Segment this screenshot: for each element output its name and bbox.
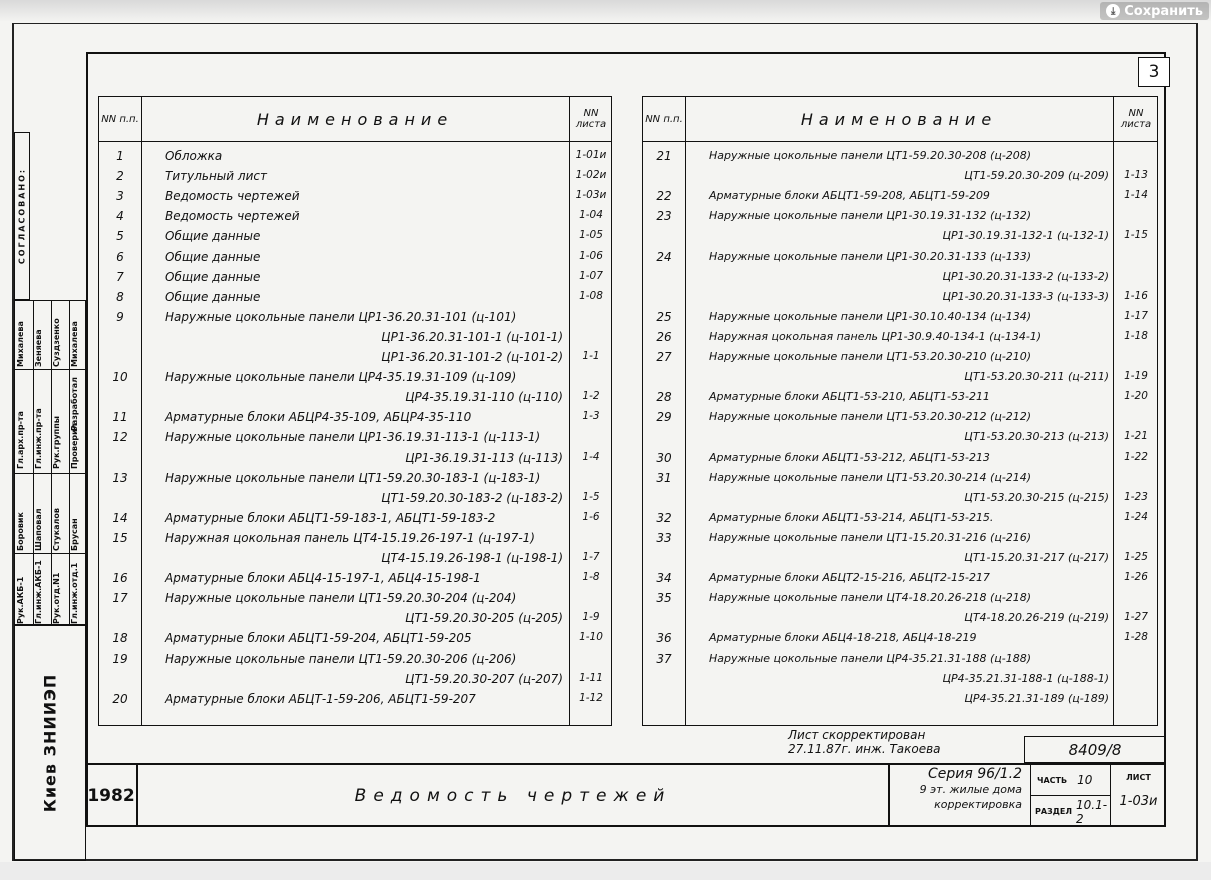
table-row <box>99 509 611 529</box>
table-row <box>643 248 1157 268</box>
row-sheet: 1-6 <box>582 510 600 523</box>
person-1: Боровик <box>16 512 25 551</box>
row-sheet: 1-13 <box>1124 169 1148 182</box>
row-number: 17 <box>112 591 128 606</box>
table-row <box>643 629 1157 649</box>
row-name: ЦТ1-59.20.30-207 (ц-207) <box>405 671 563 686</box>
row-name: Наружные цокольные панели ЦР1-30.19.31-132 (ц-132) <box>709 209 1031 223</box>
table-row <box>99 629 611 649</box>
row-name: Наружная цокольная панель ЦТ4-15.19.26-197-1 (ц-197-1) <box>165 530 535 545</box>
table-row <box>643 187 1157 207</box>
sheet-label: ЛИСТ <box>1126 773 1151 782</box>
table-row <box>643 569 1157 589</box>
row-name: Арматурные блоки АБЦТ1-53-214, АБЦТ1-53-215. <box>709 510 994 524</box>
table-row <box>99 408 611 428</box>
table-row <box>643 388 1157 408</box>
row-sheet: 1-26 <box>1124 571 1148 584</box>
header-name: Наименование <box>256 109 454 129</box>
row-number: 21 <box>656 149 672 163</box>
table-row <box>643 549 1157 569</box>
row-name: Наружные цокольные панели ЦТ1-59.20.30-204 (ц-204) <box>165 591 517 606</box>
table-row <box>99 569 611 589</box>
table-row <box>643 609 1157 629</box>
table-row <box>643 268 1157 288</box>
table-row <box>99 348 611 368</box>
save-button[interactable] <box>1100 2 1209 20</box>
row-number: 31 <box>656 470 672 485</box>
table-row <box>99 248 611 268</box>
row-sheet: 1-14 <box>1124 189 1148 202</box>
row-name: Общие данные <box>165 289 261 304</box>
row-sheet: 1-2 <box>582 390 600 403</box>
row-name: Наружные цокольные панели ЦТ1-53.20.30-212 (ц-212) <box>709 410 1032 424</box>
row-sheet: 1-05 <box>579 229 603 242</box>
drawings-table-left <box>98 96 612 726</box>
row-name: Наружные цокольные панели ЦР1-36.20.31-101 (ц-101) <box>165 309 517 324</box>
row-name: Ведомость чертежей <box>165 209 300 224</box>
role2-5: Проверил <box>70 423 79 469</box>
drawing-title: Ведомость чертежей <box>354 786 672 806</box>
header-name: Наименование <box>800 109 998 129</box>
row-number: 10 <box>112 370 128 385</box>
row-sheet: 1-3 <box>582 410 600 423</box>
row-number: 23 <box>656 209 672 224</box>
row-name: Арматурные блоки АБЦТ1-59-204, АБЦТ1-59-205 <box>165 631 472 646</box>
row-number: 20 <box>112 691 128 706</box>
row-number: 14 <box>112 510 128 525</box>
role-2: Гл.инж.АКБ-1 <box>34 560 43 624</box>
table-row <box>99 549 611 569</box>
table-row <box>99 609 611 629</box>
section-label: РАЗДЕЛ <box>1035 807 1072 816</box>
row-sheet: 1-23 <box>1124 490 1148 503</box>
row-number: 28 <box>656 390 672 405</box>
table-row <box>643 650 1157 670</box>
row-number: 32 <box>656 510 672 525</box>
table-row <box>643 348 1157 368</box>
name-4: Михалева <box>70 321 79 367</box>
note-line-1: Лист скорректирован <box>788 728 926 742</box>
correction-note <box>788 728 941 756</box>
table-row <box>643 589 1157 609</box>
table-row <box>99 589 611 609</box>
signature-grid <box>14 300 86 625</box>
role2-2: Гл.инж.пр-та <box>34 408 43 469</box>
row-name: Наружные цокольные панели ЦТ1-59.20.30-208 (ц-208) <box>709 149 1032 162</box>
table-row <box>643 529 1157 549</box>
table-row <box>643 227 1157 247</box>
row-sheet: 1-5 <box>582 490 600 503</box>
row-name: Арматурные блоки АБЦТ1-53-212, АБЦТ1-53-213 <box>709 450 990 464</box>
table-row <box>99 288 611 308</box>
row-number: 26 <box>656 329 672 344</box>
series: Серия 96/1.2 <box>927 766 1022 782</box>
row-name: ЦР1-36.20.31-101-2 (ц-101-2) <box>381 350 563 364</box>
row-number: 18 <box>112 631 128 646</box>
row-name: Наружные цокольные панели ЦР1-30.10.40-134 (ц-134) <box>709 309 1031 323</box>
header-num: NN п.п. <box>645 113 683 125</box>
row-name: Наружные цокольные панели ЦР4-35.19.31-109 (ц-109) <box>165 370 517 385</box>
row-name: ЦТ1-59.20.30-183-2 (ц-183-2) <box>381 490 563 505</box>
row-number: 7 <box>116 269 124 284</box>
title-block <box>86 763 1166 827</box>
row-name: ЦР4-35.21.31-188-1 (ц-188-1) <box>942 671 1109 685</box>
header-sheet: NN листа <box>1120 108 1152 130</box>
table-row <box>643 147 1157 167</box>
row-sheet: 1-01и <box>575 149 607 161</box>
row-number: 33 <box>656 530 672 545</box>
row-number: 19 <box>112 651 128 666</box>
row-number: 6 <box>116 249 124 264</box>
drawings-table-right <box>642 96 1158 726</box>
row-name: ЦТ1-59.20.30-205 (ц-205) <box>405 611 563 626</box>
row-name: Арматурные блоки АБЦТ1-53-210, АБЦТ1-53-211 <box>709 390 990 404</box>
row-number: 35 <box>656 591 672 606</box>
row-sheet: 1-8 <box>582 571 600 584</box>
part-section <box>1030 765 1110 827</box>
table-row <box>99 690 611 710</box>
row-name: Арматурные блоки АБЦТ-1-59-206, АБЦТ1-59-207 <box>165 691 476 706</box>
row-number: 9 <box>116 309 124 324</box>
save-button-label: Сохранить <box>1124 3 1203 19</box>
row-sheet: 1-4 <box>582 450 600 463</box>
row-number: 22 <box>656 189 672 204</box>
role-1: Рук.АКБ-1 <box>16 576 25 624</box>
approval-label: СОГЛАСОВАНО: <box>14 132 30 300</box>
row-name: Арматурные блоки АБЦТ1-59-183-1, АБЦТ1-59-183-2 <box>165 510 496 525</box>
row-sheet: 1-15 <box>1124 229 1148 242</box>
table-row <box>99 529 611 549</box>
table-row <box>99 428 611 448</box>
row-number: 3 <box>116 189 124 204</box>
row-number: 4 <box>116 209 124 224</box>
name-3: Суздзенко <box>52 318 61 367</box>
row-name: Обложка <box>165 149 223 163</box>
row-sheet: 1-11 <box>579 671 603 684</box>
row-number: 30 <box>656 450 672 465</box>
table-row <box>99 388 611 408</box>
role-3: Рук.отд.N1 <box>52 572 61 624</box>
row-name: ЦР1-30.19.31-132-1 (ц-132-1) <box>942 229 1109 243</box>
row-name: ЦР1-30.20.31-133-2 (ц-133-2) <box>942 269 1109 283</box>
table-row <box>99 147 611 167</box>
row-sheet: 1-20 <box>1124 390 1148 403</box>
row-name: Наружные цокольные панели ЦР4-35.21.31-188 (ц-188) <box>709 651 1031 665</box>
row-sheet: 1-28 <box>1124 631 1148 644</box>
row-name: ЦР1-30.20.31-133-3 (ц-133-3) <box>942 289 1109 303</box>
row-name: Наружная цокольная панель ЦР1-30.9.40-134-1 (ц-134-1) <box>709 329 1042 343</box>
table-row <box>99 670 611 690</box>
row-sheet: 1-16 <box>1124 289 1148 302</box>
table-row <box>643 167 1157 187</box>
row-sheet: 1-1 <box>582 350 600 362</box>
row-sheet: 1-03и <box>575 189 607 202</box>
sheet-value: 1-03и <box>1119 794 1158 809</box>
row-name: Общие данные <box>165 269 261 284</box>
row-name: ЦТ4-18.20.26-219 (ц-219) <box>964 611 1109 625</box>
row-name: Наружные цокольные панели ЦР1-36.19.31-113-1 (ц-113-1) <box>165 430 541 445</box>
table-row <box>99 207 611 227</box>
sheet-number: 3 <box>1138 57 1170 87</box>
row-name: Наружные цокольные панели ЦТ1-15.20.31-216 (ц-216) <box>709 530 1032 544</box>
row-sheet: 1-18 <box>1124 329 1148 342</box>
row-sheet: 1-24 <box>1124 510 1148 523</box>
row-name: Арматурные блоки АБЦ4-18-218, АБЦ4-18-219 <box>709 631 977 645</box>
table-row <box>643 449 1157 469</box>
row-number: 13 <box>112 470 128 485</box>
name-2: Зеняева <box>34 329 43 367</box>
table-row <box>643 428 1157 448</box>
row-sheet: 1-17 <box>1124 309 1148 322</box>
row-sheet: 1-08 <box>579 289 603 302</box>
row-sheet: 1-27 <box>1124 611 1148 624</box>
table-row <box>643 408 1157 428</box>
row-sheet: 1-19 <box>1124 370 1148 383</box>
row-number: 11 <box>112 410 128 425</box>
part-label: ЧАСТЬ <box>1037 775 1068 785</box>
table-row <box>643 308 1157 328</box>
row-name: ЦТ1-53.20.30-213 (ц-213) <box>964 430 1109 444</box>
row-number: 24 <box>656 249 672 264</box>
table-row <box>643 670 1157 690</box>
row-name: Наружные цокольные панели ЦР1-30.20.31-133 (ц-133) <box>709 249 1031 263</box>
row-name: ЦТ1-59.20.30-209 (ц-209) <box>964 169 1109 183</box>
viewer-topbar <box>0 0 1211 22</box>
row-number: 37 <box>656 651 672 666</box>
series-info <box>888 765 1030 827</box>
row-number: 25 <box>656 309 672 324</box>
row-name: Наружные цокольные панели ЦТ1-59.20.30-206 (ц-206) <box>165 651 517 666</box>
table-row <box>643 368 1157 388</box>
sheet-cell <box>1110 765 1166 827</box>
name-1: Михалева <box>16 321 25 367</box>
table-row <box>643 288 1157 308</box>
row-name: Арматурные блоки АБЦТ2-15-216, АБЦТ2-15-217 <box>709 571 990 585</box>
row-name: ЦТ1-53.20.30-215 (ц-215) <box>964 490 1109 504</box>
row-name: Титульный лист <box>165 169 267 184</box>
row-sheet: 1-9 <box>582 611 600 624</box>
table-row <box>643 690 1157 710</box>
organization: Киев ЗНИИЭП <box>14 625 86 861</box>
row-name: ЦР4-35.19.31-110 (ц-110) <box>405 390 563 405</box>
scan-margin <box>0 862 1211 880</box>
table-row <box>99 308 611 328</box>
document-number: 8409/8 <box>1024 736 1166 763</box>
row-sheet: 1-25 <box>1124 551 1148 563</box>
row-sheet: 1-22 <box>1124 450 1148 463</box>
table-row <box>643 489 1157 509</box>
row-name: Арматурные блоки АБЦ4-15-197-1, АБЦ4-15-198-1 <box>165 571 481 586</box>
row-number: 1 <box>116 149 124 163</box>
row-sheet: 1-04 <box>579 209 603 222</box>
row-number: 29 <box>656 410 672 425</box>
row-name: Общие данные <box>165 229 261 244</box>
note-line-2: 27.11.87г. инж. Такоева <box>788 742 941 756</box>
person-4: Брусан <box>70 518 79 551</box>
row-sheet: 1-12 <box>579 691 603 704</box>
table-row <box>643 207 1157 227</box>
row-number: 8 <box>116 289 124 304</box>
table-row <box>99 449 611 469</box>
row-name: ЦТ4-15.19.26-198-1 (ц-198-1) <box>381 551 563 565</box>
section-value: 10.1-2 <box>1075 797 1108 826</box>
row-name: Арматурные блоки АБЦР4-35-109, АБЦР4-35-110 <box>165 410 472 425</box>
table-row <box>99 328 611 348</box>
row-sheet: 1-07 <box>579 269 603 282</box>
year: 1982 <box>86 765 138 827</box>
series-line-3: корректировка <box>934 798 1022 811</box>
header-sheet: NN листа <box>575 108 607 130</box>
role-4: Гл.инж.отд.1 <box>70 562 79 624</box>
row-number: 12 <box>112 430 128 445</box>
row-name: Арматурные блоки АБЦТ1-59-208, АБЦТ1-59-209 <box>709 189 990 203</box>
row-number: 27 <box>656 350 672 364</box>
row-name: ЦР1-36.19.31-113 (ц-113) <box>405 450 563 465</box>
person-2: Шаповал <box>34 508 43 551</box>
row-sheet: 1-06 <box>579 249 603 262</box>
table-row <box>99 167 611 187</box>
table-row <box>643 469 1157 489</box>
table-row <box>99 187 611 207</box>
table-row <box>643 328 1157 348</box>
row-name: Наружные цокольные панели ЦТ4-18.20.26-218 (ц-218) <box>709 591 1032 605</box>
table-row <box>99 227 611 247</box>
row-name: Наружные цокольные панели ЦТ1-59.20.30-183-1 (ц-183-1) <box>165 470 541 485</box>
series-line-2: 9 эт. жилые дома <box>919 783 1022 796</box>
header-num: NN п.п. <box>101 113 139 125</box>
role2-4: Разработал <box>70 376 79 431</box>
role2-1: Гл.арх.пр-та <box>16 411 25 469</box>
table-row <box>99 489 611 509</box>
save-icon: ⤓ <box>1106 4 1120 18</box>
row-sheet: 1-7 <box>582 551 600 563</box>
row-name: Общие данные <box>165 249 261 264</box>
row-number: 34 <box>656 571 672 586</box>
table-row <box>99 368 611 388</box>
table-row <box>99 268 611 288</box>
row-name: ЦТ1-15.20.31-217 (ц-217) <box>964 551 1109 564</box>
row-number: 15 <box>112 530 128 545</box>
row-number: 36 <box>656 631 672 646</box>
table-row <box>99 650 611 670</box>
row-name: ЦР4-35.21.31-189 (ц-189) <box>964 691 1109 705</box>
row-name: Ведомость чертежей <box>165 189 300 204</box>
row-name: Наружные цокольные панели ЦТ1-53.20.30-210 (ц-210) <box>709 350 1032 363</box>
table-row <box>99 469 611 489</box>
person-3: Стукалов <box>52 508 61 551</box>
row-sheet: 1-21 <box>1124 430 1148 443</box>
part-value: 10 <box>1077 773 1093 787</box>
row-number: 2 <box>116 169 124 184</box>
table-row <box>643 509 1157 529</box>
row-sheet: 1-10 <box>579 631 603 644</box>
row-number: 16 <box>112 571 128 586</box>
row-name: Наружные цокольные панели ЦТ1-53.20.30-214 (ц-214) <box>709 470 1032 484</box>
row-name: ЦТ1-53.20.30-211 (ц-211) <box>964 370 1109 384</box>
role2-3: Рук.группы <box>52 416 61 469</box>
row-name: ЦР1-36.20.31-101-1 (ц-101-1) <box>381 329 563 344</box>
row-number: 5 <box>116 229 124 244</box>
row-sheet: 1-02и <box>575 169 607 182</box>
